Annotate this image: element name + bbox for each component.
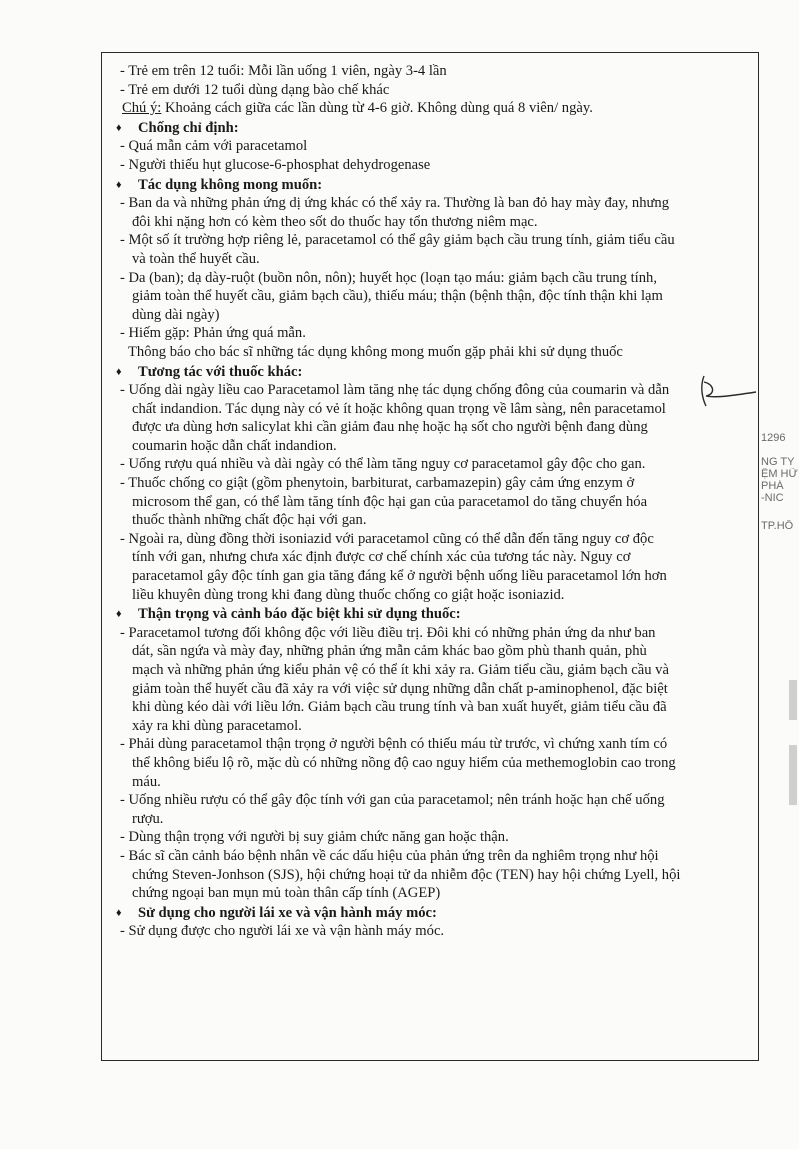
list-item-continuation: dùng dài ngày) [132,306,220,323]
notify-text: Thông báo cho bác sĩ những tác dụng không mong muốn gặp phải khi sử dụng thuốc [128,343,623,360]
list-item-continuation: khi dùng kéo dài với liều lớn. Giảm bạch cầu trung tính và ban xuất huyết, giảm tiểu cầu đã [132,699,667,716]
list-item: - Ban da và những phản ứng dị ứng khác có thể xảy ra. Thường là ban đỏ hay mày đay, nhưng [116,194,756,213]
list-item-continuation: chứng Steven-Jonhson (SJS), hội chứng hoại tử da nhiễm độc (TEN) hay hội chứng Lyell, hội [132,866,681,883]
list-item-continuation: giảm toàn thể huyết cầu đã xảy ra với việc sử dụng những dẫn chất p-aminophenol, đặc biệt [132,680,668,697]
list-item-continuation: xảy ra khi dùng paracetamol. [132,717,302,734]
list-item-continuation: chứng ngoại ban mụn mủ toàn thân cấp tính (AGEP) [132,885,441,902]
stamp-line: -NIC [761,492,784,504]
diamond-bullet-icon: ♦ [116,365,122,378]
list-item: - Uống rượu quá nhiều và dài ngày có thể làm tăng nguy cơ paracetamol gây độc cho gan. [116,455,756,474]
list-item-continuation: paracetamol gây độc tính gan gia tăng đáng kể ở người bệnh uống liều paracetamol lớn hơn [132,568,667,585]
list-item: - Một số ít trường hợp riêng lẻ, paracetamol có thể gây giảm bạch cầu trung tính, giảm tiểu cầu [116,231,756,250]
list-item: - Dùng thận trọng với người bị suy giảm chức năng gan hoặc thận. [116,828,756,847]
list-item: - Paracetamol tương đối không độc với liều điều trị. Đôi khi có những phản ứng da như ban [116,624,756,643]
heading-text: Thận trọng và cảnh báo đặc biệt khi sử dụng thuốc: [138,606,461,623]
note-label: Chú ý: [122,100,162,117]
list-item-continuation: thuốc thành những chất độc hại với gan. [132,512,367,529]
stamp-line: NG TY [761,456,795,468]
list-item-continuation: dát, sần ngứa và mày đay, những phản ứng mẫn cảm khác bao gồm phù thanh quản, phù [132,643,647,660]
list-item-continuation: chất indandion. Tác dụng này có vẻ ít hoặc không quan trọng về lâm sàng, nên paracetamol [132,400,666,417]
list-item: - Hiếm gặp: Phản ứng quá mẫn. [116,324,756,343]
list-item: - Uống nhiều rượu có thể gây độc tính với gan của paracetamol; nên tránh hoặc hạn chế uống [116,791,756,810]
list-item-continuation: được ưa dùng hơn salicylat khi cần giảm đau nhẹ hoặc hạ sốt cho người bệnh đang dùng [132,419,648,436]
dosage-line: - Trẻ em trên 12 tuổi: Mỗi lần uống 1 viên, ngày 3-4 lần [116,62,756,81]
scan-edge-mark [789,680,797,720]
list-item: - Da (ban); dạ dày-ruột (buồn nôn, nôn); huyết học (loạn tạo máu: giảm bạch cầu trung tính, [116,269,756,288]
list-item-continuation: liều khuyên dùng trong khi đang dùng thuốc chống co giật hoặc isoniazid. [132,586,565,603]
list-item-continuation: máu. [132,773,161,790]
dosage-line: - Trẻ em dưới 12 tuổi dùng dạng bào chế khác [116,81,756,100]
list-item-continuation: đôi khi nặng hơn có kèm theo sốt do thuốc hay tổn thương niêm mạc. [132,213,538,230]
list-item-continuation: coumarin hoặc dẫn chất indandion. [132,437,337,454]
list-item-continuation: rượu. [132,810,164,827]
diamond-bullet-icon: ♦ [116,906,122,919]
diamond-bullet-icon: ♦ [116,608,122,621]
diamond-bullet-icon: ♦ [116,121,122,134]
heading-text: Tương tác với thuốc khác: [138,363,303,380]
stamp-line: ỆM HỮ [761,468,798,480]
list-item-continuation: thể không biểu lộ rõ, mặc dù có những nồng độ cao nguy hiểm của methemoglobin cao trong [132,754,676,771]
list-item-continuation: giảm toàn thể huyết cầu, giảm bạch cầu), thiếu máu; thận (bệnh thận, độc tính thận khi lạm [132,288,663,305]
list-item: - Uống dài ngày liều cao Paracetamol làm tăng nhẹ tác dụng chống đông của coumarin và dẫn [116,381,756,400]
list-item: - Thuốc chống co giật (gồm phenytoin, barbiturat, carbamazepin) gây cảm ứng enzym ở [116,474,756,493]
heading-text: Tác dụng không mong muốn: [138,176,323,193]
section-heading-warnings [116,605,756,624]
list-item-continuation: mạch và những phản ứng kiểu phản vệ có thể ít khi xảy ra. Giảm tiểu cầu, giảm bạch cầu và [132,662,669,678]
list-item: - Phải dùng paracetamol thận trọng ở người bệnh có thiếu máu từ trước, vì chứng xanh tím có [116,735,756,754]
list-item: - Ngoài ra, dùng đồng thời isoniazid với paracetamol cũng có thể dẫn đến tăng nguy cơ độc [116,530,756,549]
heading-text: Sử dụng cho người lái xe và vận hành máy móc: [138,904,437,921]
note-line [116,99,756,118]
stamp-line: PHÁ [761,480,784,492]
document-body [116,62,756,941]
diamond-bullet-icon: ♦ [116,178,122,191]
stamp-line: TP.HỒ [761,520,794,532]
note-text: Khoảng cách giữa các lần dùng từ 4-6 giờ. Không dùng quá 8 viên/ ngày. [161,100,593,117]
list-item-continuation: microsom thể gan, có thể làm tăng tính độc hại gan của paracetamol do tăng chuyển hóa [132,493,648,510]
section-heading-side-effects [116,176,756,195]
list-item: - Người thiếu hụt glucose-6-phosphat dehydrogenase [116,156,756,175]
list-item: - Bác sĩ cần cảnh báo bệnh nhân về các dấu hiệu của phản ứng trên da nghiêm trọng như hội [116,847,756,866]
scan-edge-mark [789,745,797,805]
signature-mark [690,372,760,412]
stamp-line: 1296 [761,432,786,444]
section-heading-interactions [116,363,756,382]
side-stamp [761,432,799,612]
section-heading-contraindications [116,119,756,138]
list-item-continuation: và toàn thể huyết cầu. [132,250,260,267]
heading-text: Chống chỉ định: [138,119,239,136]
list-item: - Quá mẫn cảm với paracetamol [116,137,756,156]
list-item-continuation: tính với gan, nhưng chưa xác định được cơ chế chính xác của tương tác này. Nguy cơ [132,549,631,566]
list-item: - Sử dụng được cho người lái xe và vận hành máy móc. [116,922,756,941]
section-heading-driving [116,904,756,923]
